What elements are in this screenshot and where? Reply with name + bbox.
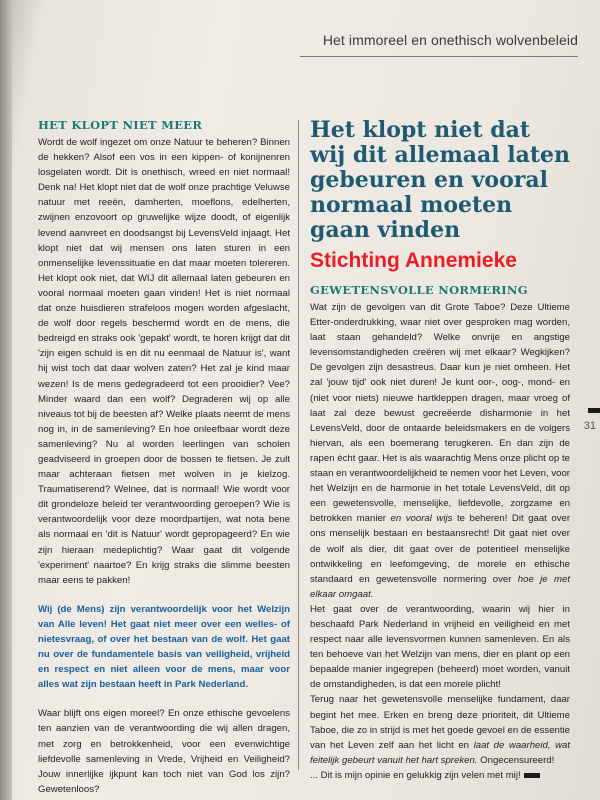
- body-paragraph: Waar blijft ons eigen moreel? En onze ethische gevoelens ten aanzien van de verantwoording die wij allen dragen, met zorg en betrokkenheid, voor een evenwichtige liefdevolle samenleving in Vrede, Vrijheid en Veiligheid? Jouw innerlijke ijkpunt kan toch niet van God los zijn? Gewetenloos?: [38, 708, 290, 795]
- left-column: [38, 118, 290, 797]
- emphasis-text: laat de waarheid, wat feitelijk gebeurt vanuit het hart spreken.: [310, 739, 571, 766]
- column-divider: [298, 120, 299, 770]
- pull-quote-headline: Het klopt niet dat wij dit allemaal laten gebeuren en vooral normaal moeten gaan vinden: [310, 117, 571, 243]
- section-heading-gewetensvolle-normering: GEWETENSVOLLE NORMERING: [310, 283, 528, 297]
- show-through-text-decoration: [148, 56, 321, 118]
- end-of-article-mark: [524, 773, 540, 778]
- text-run: Wat zijn de gevolgen van dit Grote Taboe? Deze Ultieme Etter-onderdrukking, waar niet over gesproken mag worden, laat staan gehandeld? Welke onvrije en angstige levensomstandigheden creëren wij met elkaar? Wegkijken? De gevolgen zijn desastreus. Daar kun je niet omheen. Het zal 'jouw tijd' ook niet duren! Je kunt oor-, oog-, mond- en (niet voor niets) nieuwe hartkleppen dragen, maar vroeg of laat zal deze bewust gecreëerde disharmonie in het LevensVeld, door de ontaarde beleidsmakers en de volgers hiervan, als een boemerang terugkeren. En dan zijn de rapen écht gaar. Het is als waarachtig Mens onze plicht op te staan en verantwoordelijkheid te nemen voor het Leven, voor het Welzijn en de harmonie in het totale LevensVeld, dit op een gewetensvolle, menselijke, liefdevolle, zorgzame en betrokken manier: [310, 302, 570, 525]
- text-run: Terug naar het gewetensvolle menselijke fundament, daar begint het mee. Erken en breng deze prioriteit, dit Ultieme Taboe, die zo in strijd is met het goede gevoel en de essentie van het Leven zelf aan het licht en: [310, 694, 570, 751]
- closing-line: ... Dit is mijn opinie en gelukkig zijn velen met mij!: [310, 769, 521, 781]
- body-paragraph: Wordt de wolf ingezet om onze Natuur te beheren? Binnen de hekken? Alsof een vos in een kippen- of konijnenren losgelaten wordt. Dit is onethisch, wreed en niet normaal! Denk na! Het klopt niet dat de wolf onze prachtige Veluwse natuur met reeën, damherten, moeflons, edelherten, zwijnen enzovoort op gruwelijke wijze doodt, of eigenlijk levend aanvreet en doodsangst bij LevensVeld injaagt. Het klopt niet dat wij mensen ons laten sturen in een onmenselijke levenssituatie en dat maar moeten tolereren. Het klopt ook niet, dat WIJ dit allemaal laten gebeuren en vooral normaal moeten gaan vinden! Het is niet normaal dat onze huisdieren strafeloos mogen worden afgeslacht, de wolf door regels beschermd wordt en de mens, die bedreigd en straks ook 'gepakt' wordt, te horen krijgt dat dit 'zijn eigen schuld is en dit nu eenmaal de Natuur is', want hij wist toch dat daar wolven zaten? Het zal je kind maar wezen! Is de mens gedegradeerd tot een prooidier? Vee? Minder waard dan een wolf? Degraderen wij op alle niveaus tot bij de beesten af? Welke plaats neemt de mens nog in, in de samenleving? En hoe onleefbaar wordt deze samenleving? Nu al worden leerlingen van scholen geadviseerd in groepen door de bossen te fietsen. Je zult maar achteraan fietsen met wolven in je kielzog. Traumatiserend? Welnee, dat is normaal! Wie wordt voor dit grondeloze beleid ter verantwoording geroepen? Wie is verantwoordelijk voor deze moordpartijen, wat nota bene als normaal en 'dit is Natuur' wordt gepropageerd? En wie zijn hieraan medeplichtig? Waar gaat dit volgende 'experiment' naartoe? En krijg straks die slimme beesten maar eens te pakken!: [38, 137, 290, 586]
- emphasis-text: en vooral wijs: [390, 513, 453, 525]
- page-edge-tab: [588, 408, 600, 413]
- body-paragraph: [310, 300, 570, 602]
- running-head: Het immoreel en onethisch wolvenbeleid: [322, 32, 578, 48]
- text-run: Ongecensureerd!: [480, 754, 555, 766]
- right-column: [310, 118, 570, 783]
- running-head-rule: [300, 56, 578, 57]
- body-paragraph: [310, 692, 570, 783]
- section-heading-het-klopt-niet-meer: HET KLOPT NIET MEER: [38, 118, 203, 132]
- body-paragraph: Het gaat over de verantwoording, waarin wij hier in beschaafd Park Nederland in vrijheid en veiligheid en met respect naar alle levensvormen kunnen samenleven. En als ten behoeve van het Welzijn van mens, dier en plant op een bepaalde manier ingegrepen (beheerd) moet worden, vanuit de omstandigheden, is dat een morele plicht!: [310, 603, 570, 691]
- page-number: 31: [583, 420, 596, 432]
- organization-overlay-title: Stichting Annemieke: [310, 249, 517, 272]
- page-spine-shadow: [0, 0, 12, 800]
- callout-paragraph: Wij (de Mens) zijn verantwoordelijk voor het Welzijn van Alle leven! Het gaat niet meer over een welles- of nietesvraag, of over het bestaan van de wolf. Het gaat nu over de fundamentele basis van veiligheid, vrijheid en respect en niet alleen voor de mens, maar voor alles wat zijn bestaan heeft in Park Nederland.: [38, 603, 290, 691]
- text-run: te beheren! Dit gaat over ons menselijk bestaan en bestaansrecht! Dit gaat niet over de wolf als dier, dit gaat over de potentieel menselijke ontwikkeling en leefomgeving, de morele en ethische standaard en gewetensvolle normering over: [310, 513, 571, 585]
- emphasis-text: hoe je met elkaar omgaat.: [310, 573, 570, 600]
